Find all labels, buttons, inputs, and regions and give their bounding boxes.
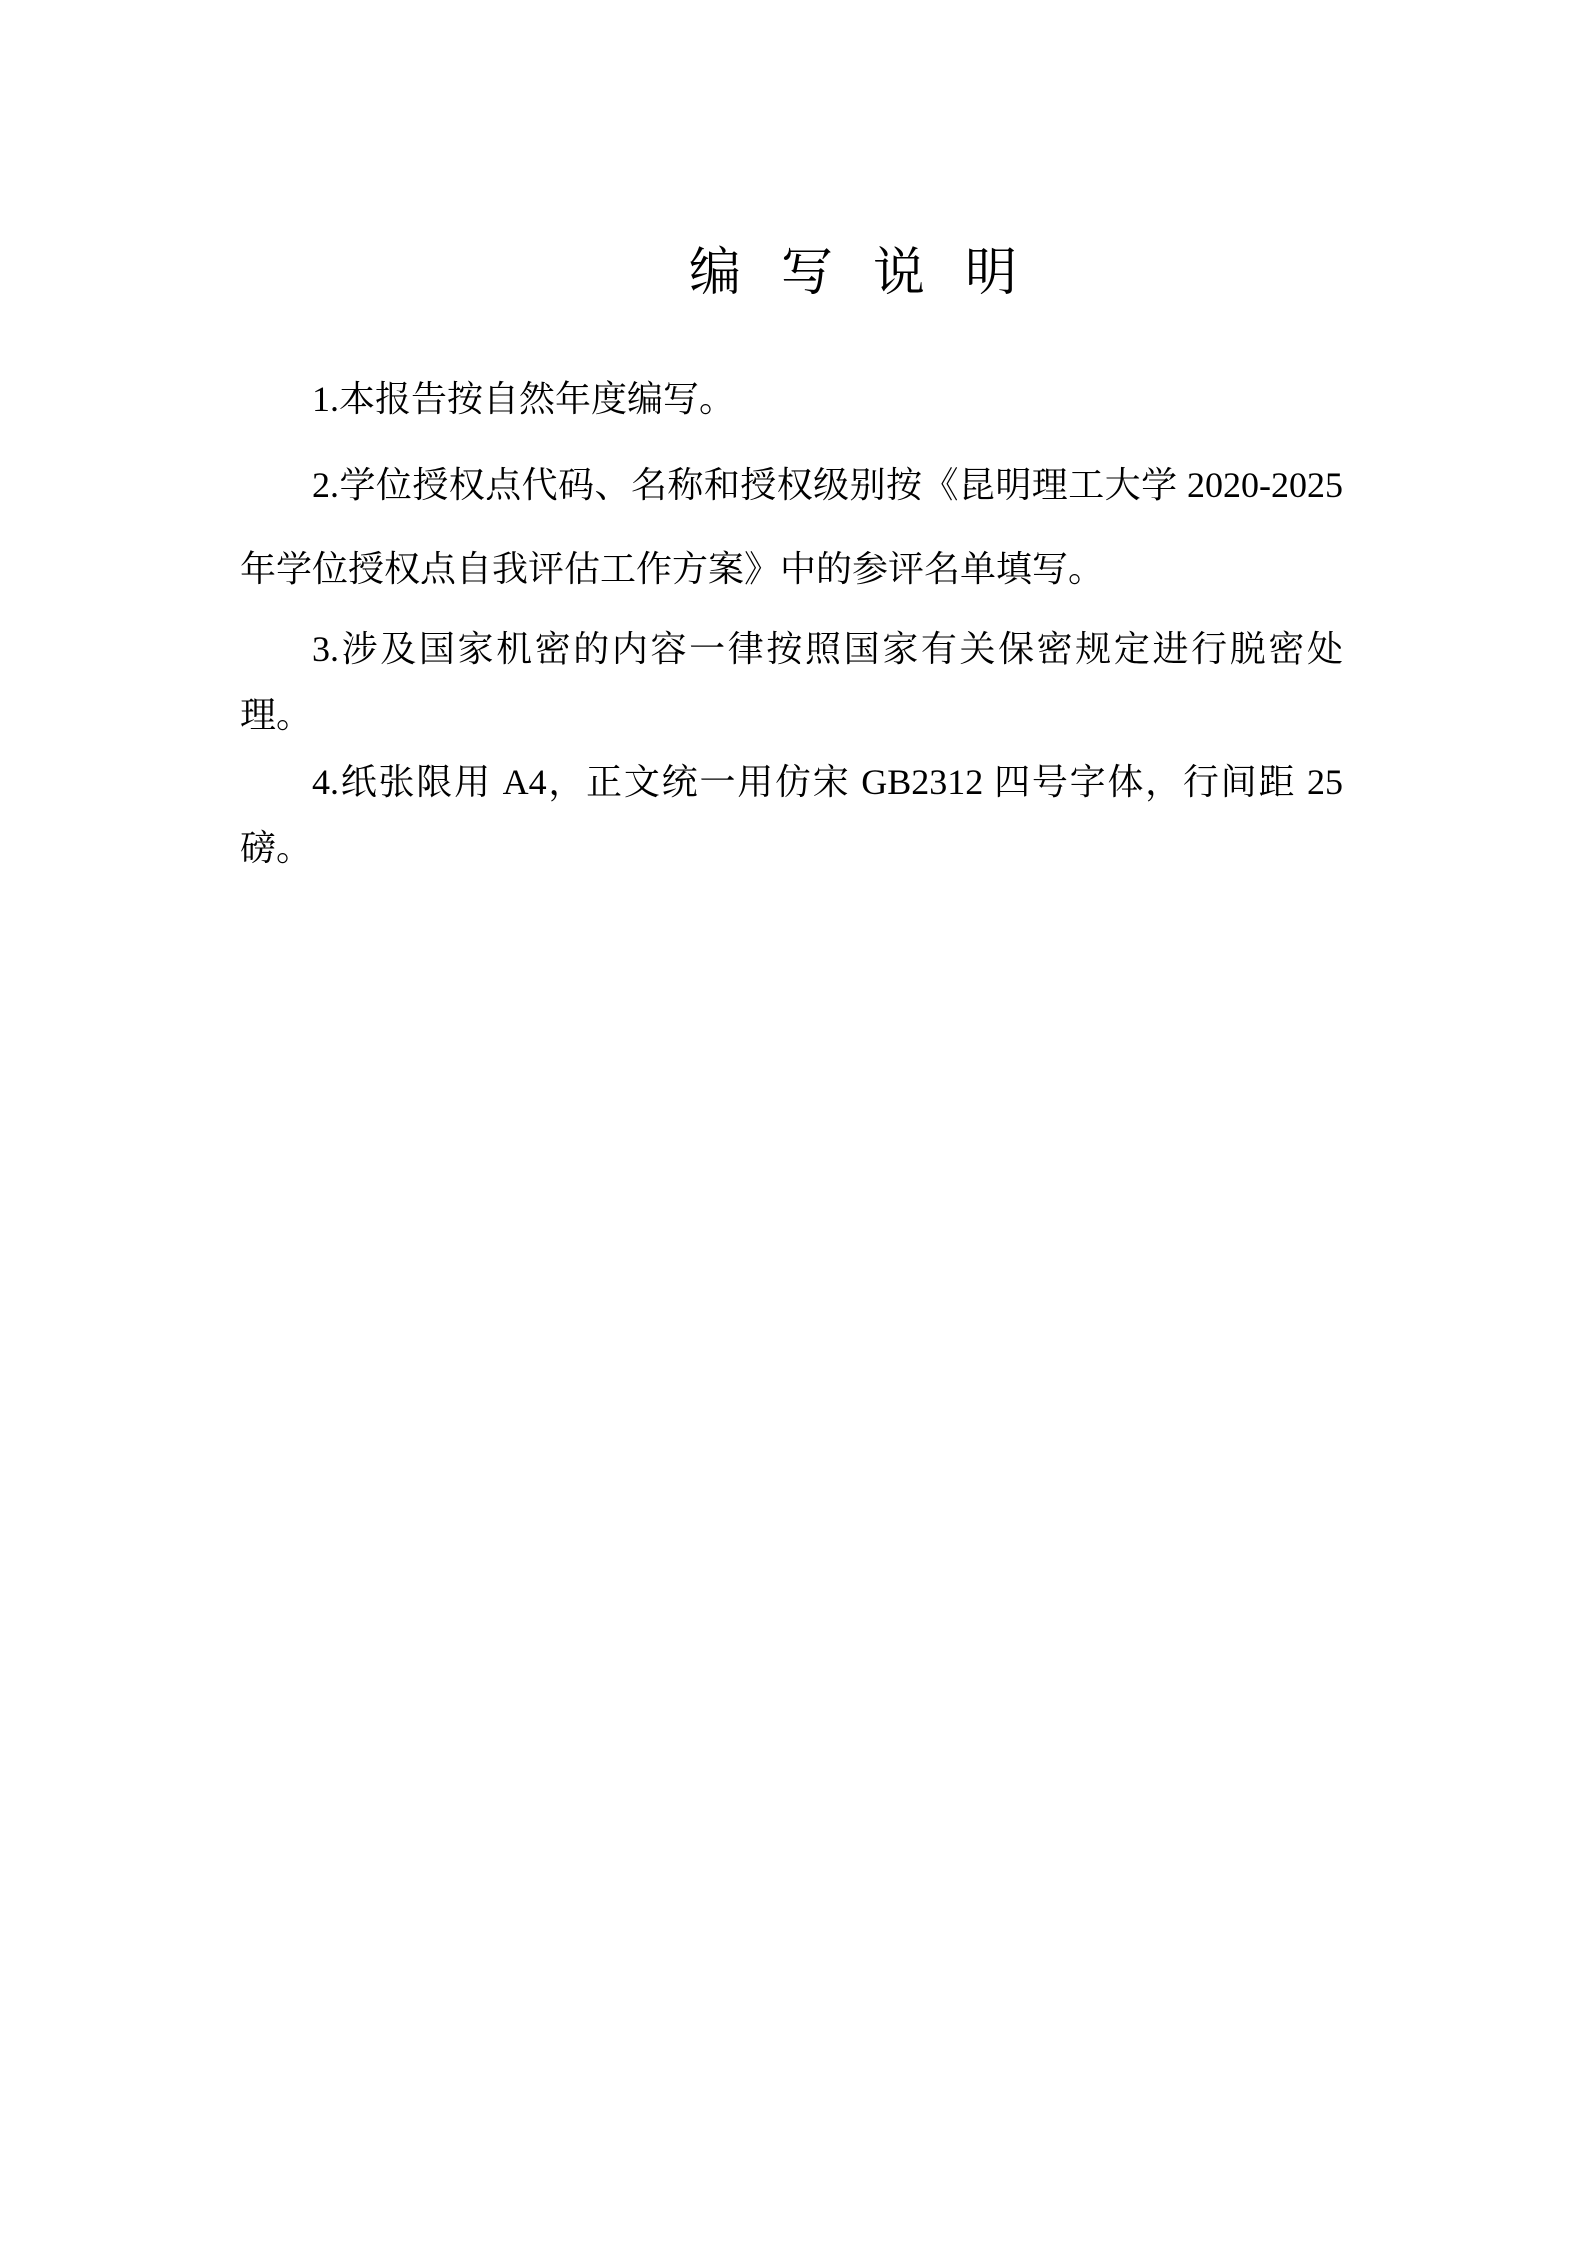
paragraph-3: [240, 616, 1343, 748]
paragraph-line: 2.学位授权点代码、名称和授权级别按《昆明理工大学 2020-2025: [312, 465, 1343, 505]
paragraph-1: [240, 366, 1343, 432]
paragraph-line: 4.纸张限用 A4，正文统一用仿宋 GB2312 四号字体，行间距 25: [312, 762, 1343, 802]
paragraph-4: [240, 749, 1343, 881]
paragraph-line: 磅。: [240, 828, 313, 868]
paragraph-line: 年学位授权点自我评估工作方案》中的参评名单填写。: [240, 549, 1105, 589]
paragraph-line: 3.涉及国家机密的内容一律按照国家有关保密规定进行脱密处: [312, 629, 1343, 669]
page-title: 编写说明: [688, 245, 1057, 302]
paragraph-2: [240, 443, 1343, 611]
paragraph-line: 理。: [240, 695, 313, 735]
paragraph-line: 1.本报告按自然年度编写。: [312, 379, 736, 419]
